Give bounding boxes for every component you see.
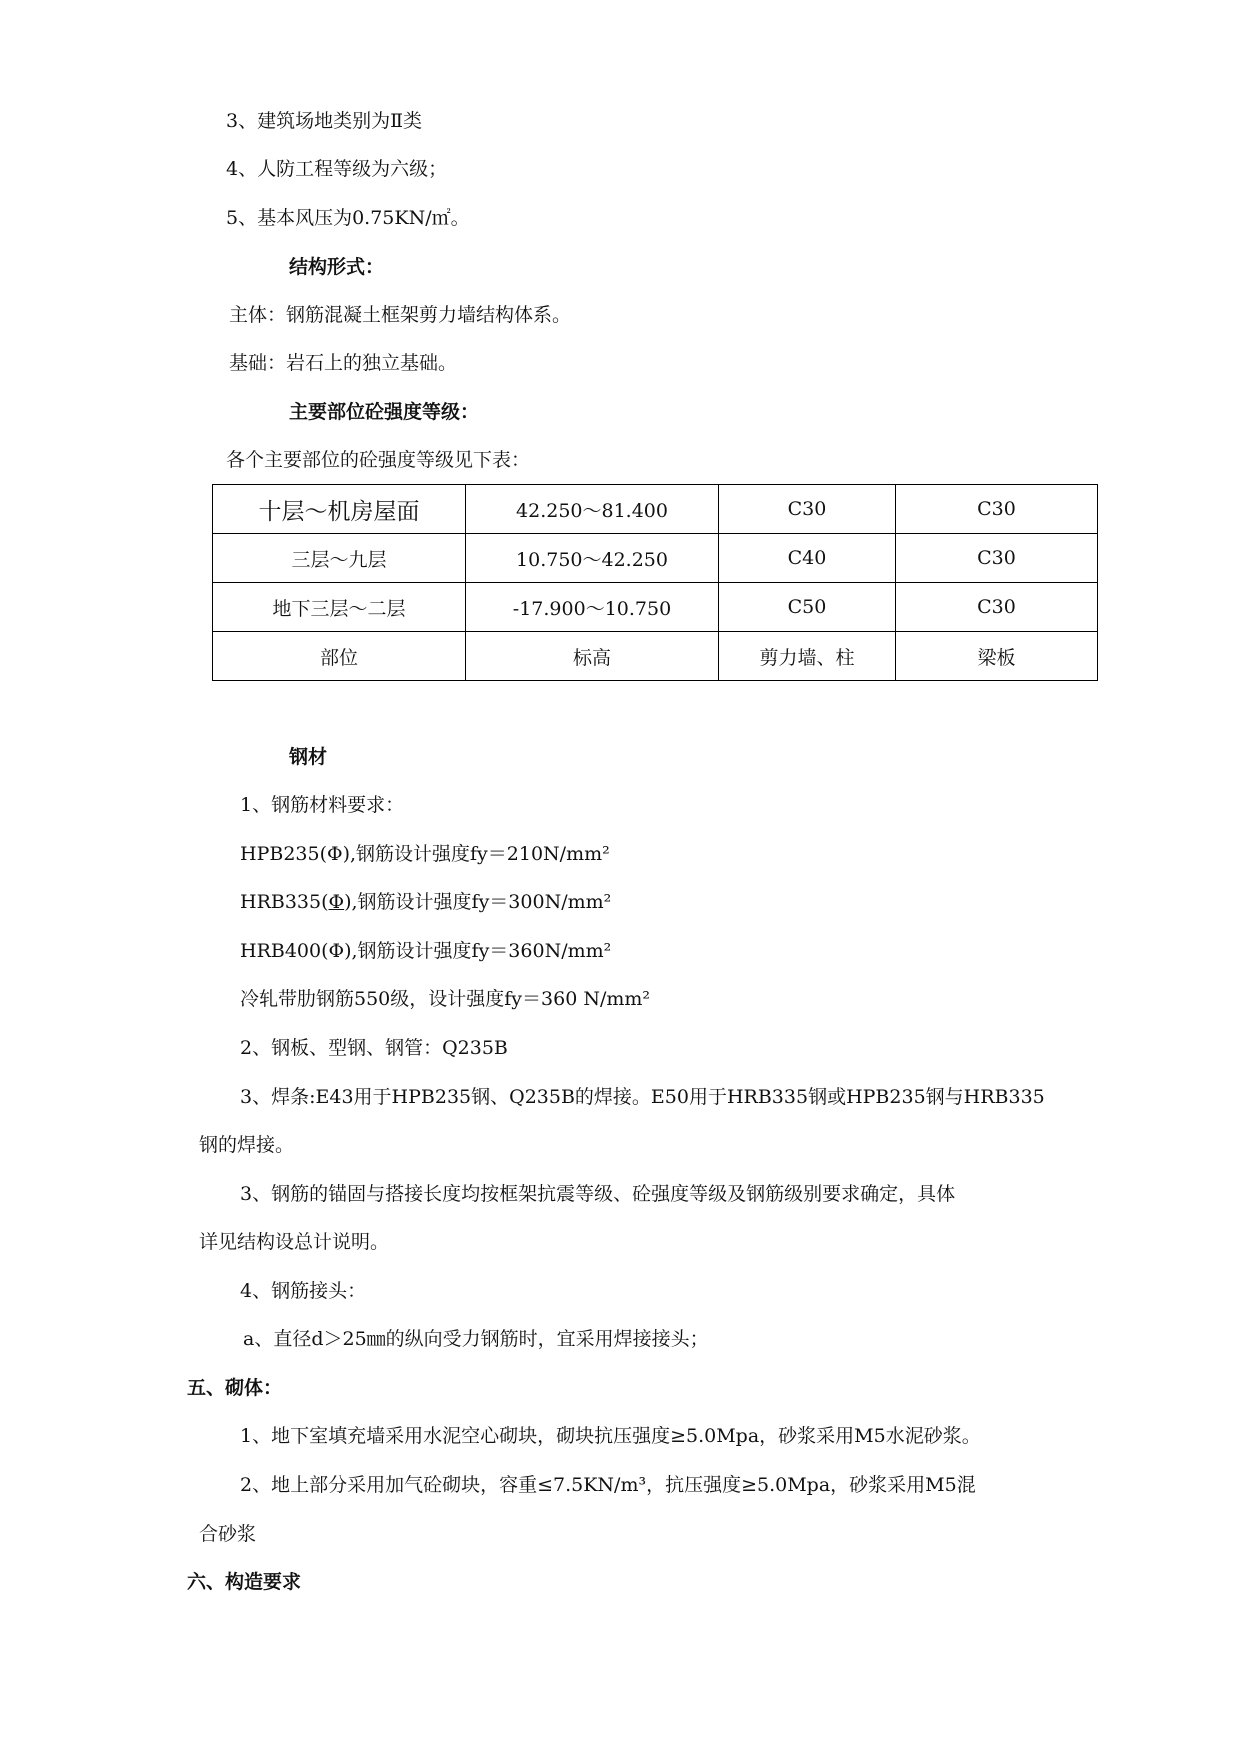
table-cell: C40 (719, 534, 896, 583)
hrb335-symbol: Φ (328, 891, 345, 913)
steel-hrb400: HRB400(Φ),钢筋设计强度fy＝360N/mm² (240, 940, 612, 962)
steel-joint-a: a、直径d＞25㎜的纵向受力钢筋时，宜采用焊接接头； (243, 1328, 709, 1350)
table-row (213, 485, 1098, 534)
concrete-grade-table (212, 484, 1098, 681)
table-row (213, 583, 1098, 632)
table-cell: C30 (719, 485, 896, 534)
table-cell: 标高 (466, 632, 719, 681)
masonry-p2-line1: 2、地上部分采用加气砼砌块，容重≤7.5KN/m³，抗压强度≥5.0Mpa，砂浆采用M5混 (240, 1474, 976, 1496)
table-cell: 10.750～42.250 (466, 534, 719, 583)
table-row (213, 534, 1098, 583)
steel-weld-line2: 钢的焊接。 (199, 1134, 295, 1156)
table-cell: 地下三层～二层 (213, 583, 466, 632)
item-civil-defense: 4、人防工程等级为六级； (226, 158, 448, 180)
table-cell: C30 (896, 534, 1098, 583)
steel-joint-title: 4、钢筋接头： (240, 1280, 367, 1302)
table-cell: C50 (719, 583, 896, 632)
steel-anchor-line2: 详见结构设总计说明。 (199, 1231, 390, 1253)
structure-foundation: 基础：岩石上的独立基础。 (229, 352, 458, 374)
construction-heading: 六、构造要求 (187, 1571, 302, 1593)
masonry-p1: 1、地下室填充墙采用水泥空心砌块，砌块抗压强度≥5.0Mpa，砂浆采用M5水泥砂浆。 (240, 1425, 981, 1447)
table-cell: C30 (896, 583, 1098, 632)
item-site-class: 3、建筑场地类别为Ⅱ类 (226, 110, 423, 132)
steel-anchor-line1: 3、钢筋的锚固与搭接长度均按框架抗震等级、砼强度等级及钢筋级别要求确定，具体 (240, 1183, 956, 1205)
table-cell: 梁板 (896, 632, 1098, 681)
table-cell: -17.900～10.750 (466, 583, 719, 632)
hrb335-prefix: HRB335( (240, 891, 329, 913)
table-cell: 剪力墙、柱 (719, 632, 896, 681)
steel-requirements-title: 1、钢筋材料要求： (240, 794, 405, 816)
masonry-heading: 五、砌体： (187, 1377, 283, 1399)
table-cell: C30 (896, 485, 1098, 534)
steel-plate: 2、钢板、型钢、钢管：Q235B (240, 1037, 508, 1059)
table-cell: 十层～机房屋面 (213, 485, 466, 534)
concrete-intro: 各个主要部位的砼强度等级见下表： (226, 449, 531, 471)
steel-weld-line1: 3、焊条:E43用于HPB235钢、Q235B的焊接。E50用于HRB335钢或HPB235钢与HRB335 (240, 1086, 1045, 1108)
steel-hpb235: HPB235(Φ),钢筋设计强度fy＝210N/mm² (240, 843, 610, 865)
steel-hrb335 (240, 890, 611, 914)
hrb335-suffix: ),钢筋设计强度fy＝300N/mm² (344, 891, 612, 913)
steel-heading: 钢材 (289, 746, 328, 768)
steel-cold-rolled: 冷轧带肋钢筋550级，设计强度fy＝360 N/mm² (240, 988, 651, 1010)
masonry-p2-line2: 合砂浆 (199, 1523, 257, 1545)
table-cell: 三层～九层 (213, 534, 466, 583)
table-cell: 42.250～81.400 (466, 485, 719, 534)
structure-main: 主体：钢筋混凝土框架剪力墙结构体系。 (229, 304, 572, 326)
structure-heading: 结构形式： (289, 256, 385, 278)
concrete-heading: 主要部位砼强度等级： (289, 401, 480, 423)
table-row (213, 632, 1098, 681)
item-wind-pressure: 5、基本风压为0.75KN/㎡。 (226, 207, 470, 229)
table-cell: 部位 (213, 632, 466, 681)
